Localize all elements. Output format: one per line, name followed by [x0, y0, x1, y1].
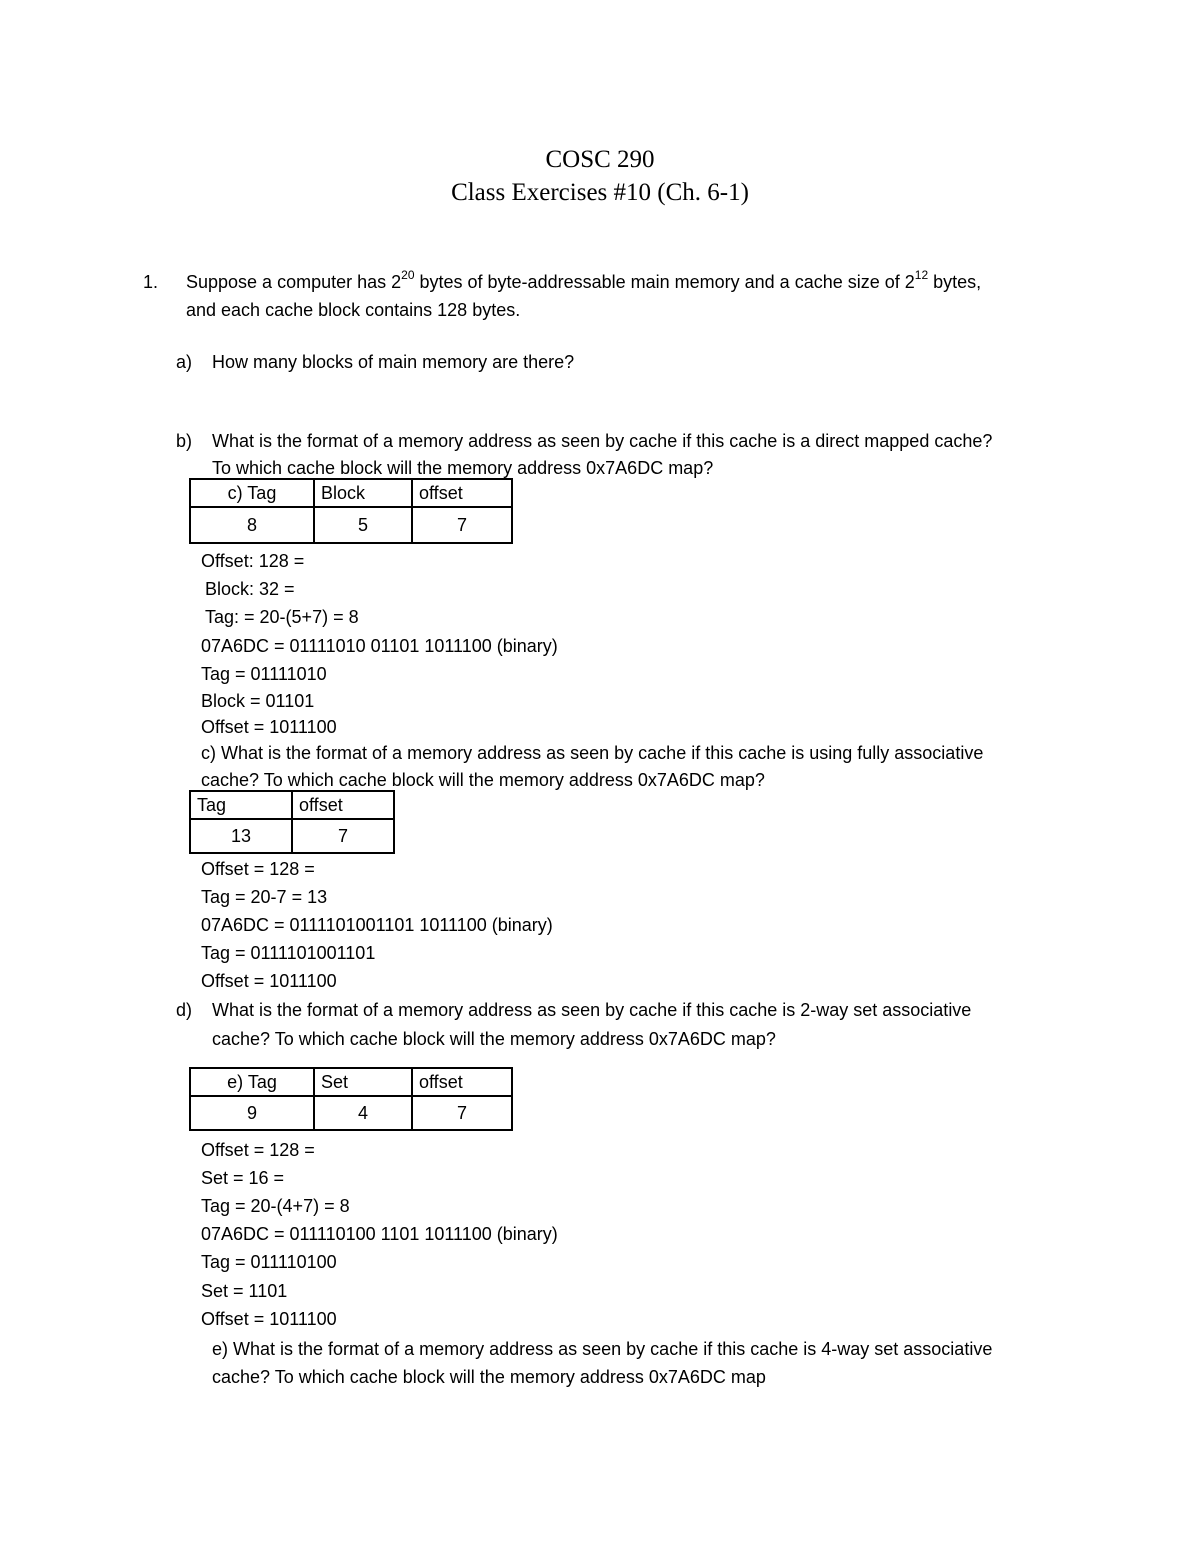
document-title: COSC 290 — [545, 146, 655, 173]
q1-exponent-1: 20 — [401, 268, 415, 282]
fully-associative-format-table — [189, 790, 395, 854]
table-cell: 7 — [292, 819, 394, 853]
part-a-label: a) — [176, 352, 193, 372]
part-b-question-line-2: To which cache block will the memory address 0x7A6DC map? — [212, 458, 714, 478]
part-d-question-line-1: What is the format of a memory address as seen by cache if this cache is 2-way set associative — [212, 1000, 972, 1020]
work-line: 07A6DC = 0111101001101 1011100 (binary) — [201, 915, 553, 935]
q1-exponent-2: 12 — [914, 268, 929, 282]
table-header-cell: Set — [314, 1068, 412, 1096]
work-line: Tag = 20-(4+7) = 8 — [201, 1196, 350, 1216]
table-cell: 7 — [412, 1096, 512, 1130]
two-way-set-format-table — [189, 1067, 513, 1131]
table-header-cell: c) Tag — [190, 479, 314, 507]
direct-mapped-format-table — [189, 478, 513, 544]
work-line: 07A6DC = 011110100 1101 1011100 (binary) — [201, 1224, 558, 1244]
work-line: 07A6DC = 01111010 01101 1011100 (binary) — [201, 636, 558, 656]
table-row — [190, 819, 394, 853]
work-line: Tag = 01111010 — [201, 664, 327, 684]
table-header-cell: e) Tag — [190, 1068, 314, 1096]
table-header-cell: Block — [314, 479, 412, 507]
table-cell: 5 — [314, 507, 412, 543]
q1-text-c: bytes, — [928, 272, 982, 292]
table-header-cell: offset — [292, 791, 394, 819]
table-header-row — [190, 791, 394, 819]
work-line: Tag = 011110100 — [201, 1252, 337, 1272]
table-header-row — [190, 1068, 512, 1096]
document-subtitle: Class Exercises #10 (Ch. 6-1) — [451, 179, 749, 206]
part-c-question-line-1: c) What is the format of a memory address as seen by cache if this cache is using fully associative — [201, 743, 984, 763]
work-line: Offset = 1011100 — [201, 971, 337, 991]
table-row — [190, 1096, 512, 1130]
table-header-cell: offset — [412, 479, 512, 507]
q1-text-a: Suppose a computer has 2 — [186, 272, 402, 292]
work-line: Offset = 128 = — [201, 1140, 315, 1160]
table-cell: 7 — [412, 507, 512, 543]
table-header-row — [190, 479, 512, 507]
work-line: Offset = 1011100 — [201, 1309, 337, 1329]
part-d-label: d) — [176, 1000, 193, 1020]
work-line: Tag = 20-7 = 13 — [201, 887, 328, 907]
part-b-question-line-1: What is the format of a memory address as seen by cache if this cache is a direct mapped cache? — [212, 431, 993, 451]
part-d-question-line-2: cache? To which cache block will the memory address 0x7A6DC map? — [212, 1029, 776, 1049]
question-1-line-1 — [186, 268, 982, 292]
table-cell: 4 — [314, 1096, 412, 1130]
table-header-cell: offset — [412, 1068, 512, 1096]
part-a-question: How many blocks of main memory are there? — [212, 352, 575, 372]
table-header-cell: Tag — [190, 791, 292, 819]
work-line: Offset = 1011100 — [201, 717, 337, 737]
work-line: Tag = 0111101001101 — [201, 943, 376, 963]
part-e-question-line-1: e) What is the format of a memory address as seen by cache if this cache is 4-way set associative — [212, 1339, 993, 1359]
table-row — [190, 507, 512, 543]
part-e-question-line-2: cache? To which cache block will the memory address 0x7A6DC map — [212, 1367, 766, 1387]
work-line: Set = 1101 — [201, 1281, 288, 1301]
table-cell: 13 — [190, 819, 292, 853]
work-line: Block: 32 = — [205, 579, 295, 599]
question-1-line-2: and each cache block contains 128 bytes. — [186, 300, 521, 320]
part-c-question-line-2: cache? To which cache block will the memory address 0x7A6DC map? — [201, 770, 765, 790]
work-line: Set = 16 = — [201, 1168, 285, 1188]
table-cell: 9 — [190, 1096, 314, 1130]
part-b-label: b) — [176, 431, 193, 451]
q1-text-b: bytes of byte-addressable main memory and a cache size of 2 — [414, 272, 915, 292]
work-line: Tag: = 20-(5+7) = 8 — [205, 607, 359, 627]
work-line: Offset: 128 = — [201, 551, 305, 571]
work-line: Block = 01101 — [201, 691, 315, 711]
table-cell: 8 — [190, 507, 314, 543]
work-line: Offset = 128 = — [201, 859, 315, 879]
question-number: 1. — [143, 272, 159, 292]
